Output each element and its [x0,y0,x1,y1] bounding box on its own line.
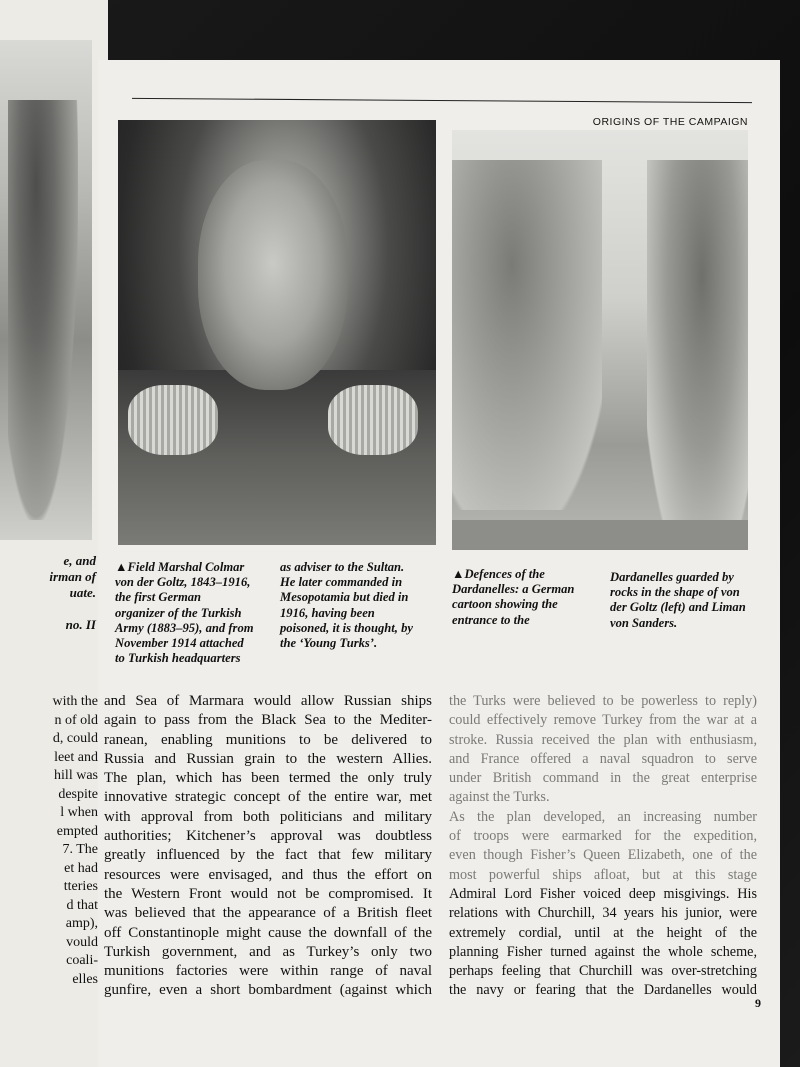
body-line: the Turks were believed to be powerless to reply) [449,693,757,709]
left-text-line: l when [60,805,98,820]
left-text-line: et had [64,860,98,876]
goltz-caption-col1 [115,560,254,666]
body-line: munitions factories were within range of naval [104,963,432,980]
body-line: again to pass from the Black Sea to the Mediter- [104,712,432,729]
body-line: relations with Churchill, 34 years his junior, were [449,905,757,922]
left-photo-figure [8,100,78,520]
caption-line: November 1914 attached [115,636,244,651]
cartoon-caption-col1 [452,567,574,628]
body-line: greatly influenced by the fact that few military [104,847,432,864]
caption-line: organizer of the Turkish [115,605,242,620]
body-column-2 [449,692,757,1001]
caption-line: the ‘Young Turks’. [280,636,378,651]
left-page-text [0,693,98,989]
caption-line: cartoon showing the [452,597,558,612]
body-line: the navy or fearing that the Dardanelles would [449,982,757,999]
caption-line: poisoned, it is thought, by [280,620,413,635]
body-line: authorities; Kitchener’s approval was doubtless [104,828,432,845]
caption-line: as adviser to the Sultan. [280,560,405,574]
dardanelles-cartoon [452,130,748,550]
body-line: against the Turks. [449,789,550,806]
photo-epaulet-left [128,385,218,455]
caption-line: von Sanders. [610,615,678,630]
left-page [0,0,108,1067]
body-line: perhaps feeling that Churchill was over-stretching [449,963,757,980]
body-line: off Constantinople might cause the downfall of the [104,924,432,941]
caption-line: Mesopotamia but died in [280,590,409,605]
left-caption-line: uate. [69,585,96,600]
caption-line: to Turkish headquarters [115,651,241,666]
photo-epaulet-right [328,385,418,455]
cartoon-rock-goltz [452,160,602,510]
body-line: resources were envisaged, and thus the effort on [104,866,432,883]
body-line: even though Fisher’s Queen Elizabeth, one of the [449,847,757,864]
caption-line: Dardanelles guarded by [610,570,734,584]
running-header: ORIGINS OF THE CAMPAIGN [592,116,748,128]
body-line: and Sea of Marmara would allow Russian ships [104,693,432,709]
caption-line: ▲Field Marshal Colmar [115,560,245,574]
caption-line: rocks in the shape of von [610,585,740,600]
left-text-line: n of old [54,712,98,728]
left-caption-line: no. II [65,617,96,632]
body-line: The plan, which has been termed the only truly [104,770,432,787]
caption-line: von der Goltz, 1843–1916, [115,575,251,590]
left-caption-line: e, and [63,553,96,568]
body-line: was believed that the appearance of a British fleet [104,905,432,922]
body-line: most powerful ships afloat, but at this stage [449,866,757,883]
cartoon-caption-col2 [610,570,746,631]
left-text-line: despite [58,786,98,802]
goltz-portrait-photo [118,120,436,545]
left-text-line: with the [52,694,98,709]
caption-line: He later commanded in [280,575,403,590]
caption-line: Dardanelles: a German [452,582,575,597]
body-line: Admiral Lord Fisher voiced deep misgivings. His [449,885,757,902]
caption-line: der Goltz (left) and Liman [610,600,746,615]
left-text-line: vould [66,934,98,950]
caption-line: 1916, having been [280,605,375,620]
left-text-line: leet and [54,749,98,765]
body-line: of troops were earmarked for the expedition, [449,828,757,845]
left-text-line: tteries [63,879,98,894]
caption-line: Army (1883–95), and from [115,620,254,635]
body-line: Russia and Russian grain to the western Allies. [104,750,432,767]
left-text-line: elles [72,971,98,987]
left-text-line: d that [66,897,98,913]
body-line: As the plan developed, an increasing number [449,808,757,825]
caption-line: entrance to the [452,612,530,627]
body-line: the Western Front would not be compromised. It [104,885,432,902]
body-column-1 [104,692,432,1001]
goltz-caption-col2 [280,560,413,651]
photo-face [198,160,348,390]
caption-line: ▲Defences of the [452,567,545,581]
left-page-caption [0,553,96,633]
body-line: and France offered a naval squadron to serve [449,750,757,767]
left-page-photo [0,40,92,540]
left-text-line: hill was [54,768,98,783]
body-line: stroke. Russia received the plan with enthusiasm, [449,731,757,748]
body-line: under British command in the great enterprise [449,770,757,787]
cartoon-water [452,520,748,550]
body-line: could effectively remove Turkey from the war at a [449,712,757,729]
left-text-line: d, could [52,731,98,746]
left-text-line: empted [56,823,98,839]
left-text-line: amp), [65,916,98,931]
left-text-line: 7. The [62,842,98,857]
body-line: innovative strategic concept of the entire war, met [104,789,432,806]
body-line: with approval from both politicians and military [104,808,432,825]
caption-line: the first German [115,590,202,605]
left-caption-line: irman of [49,569,96,584]
body-line: Turkish government, and as Turkey’s only two [104,943,432,960]
left-caption-line [0,601,96,617]
body-line: extremely cordial, until at the height of the [449,924,757,941]
body-line: gunfire, even a short bombardment (against which [104,982,432,999]
cartoon-rock-sanders [647,160,748,550]
body-line: ranean, enabling munitions to be delivered to [104,731,432,748]
page-number: 9 [755,996,761,1010]
left-text-line: coali- [66,953,98,968]
body-line: planning Fisher turned against the whole scheme, [449,943,757,960]
